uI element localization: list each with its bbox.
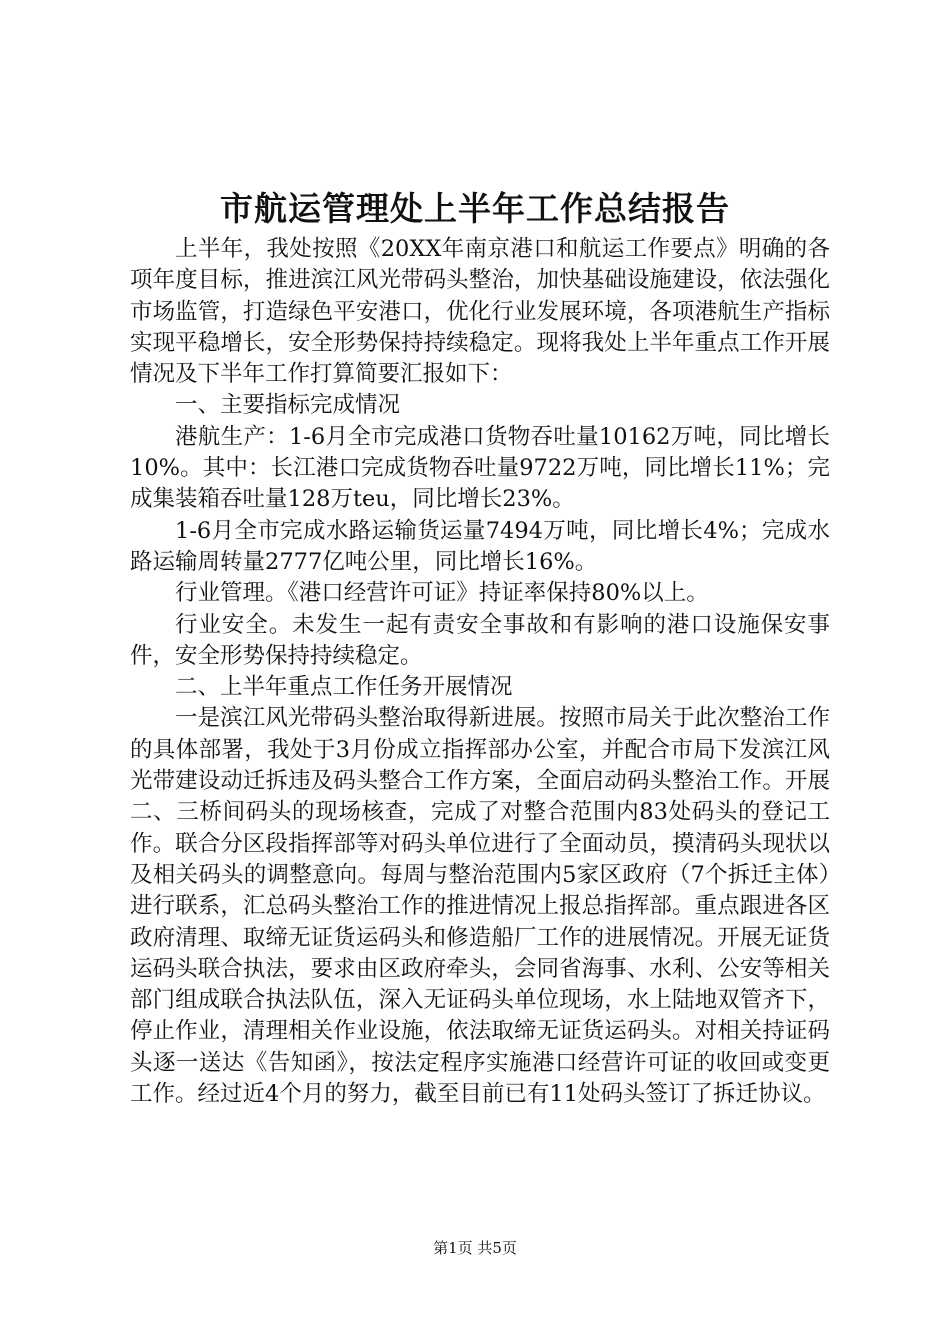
industry-management-paragraph: 行业管理。《港口经营许可证》持证率保持80%以上。 [175, 580, 709, 607]
intro-paragraph: 上半年，我处按照《20XX年南京港口和航运工作要点》明确的各项年度目标，推进滨江风光带码头整治，加快基础设施建设，依法强化市场监管，打造绿色平安港口，优化行业发展环境，各项港航生产指标实现平稳增长，安全形势保持持续稳定。现将我处上半年重点工作开展情况及下半年工作打算简要汇报如下： [130, 236, 830, 388]
wharf-rectification-paragraph: 一是滨江风光带码头整治取得新进展。按照市局关于此次整治工作的具体部署，我处于3月份成立指挥部办公室，并配合市局下发滨江风光带建设动迁拆违及码头整合工作方案，全面启动码头整治工作。开展二、三桥间码头的现场核查，完成了对整合范围内83处码头的登记工作。联合分区段指挥部等对码头单位进行了全面动员，摸清码头现状以及相关码头的调整意向。每周与整治范围内5家区政府（7个拆迁主体）进行联系，汇总码头整治工作的推进情况上报总指挥部。重点跟进各区政府清理、取缔无证货运码头和修造船厂工作的进展情况。开展无证货运码头联合执法，要求由区政府牵头，会同省海事、水利、公安等相关部门组成联合执法队伍，深入无证码头单位现场，水上陆地双管齐下，停止作业，清理相关作业设施，依法取缔无证货运码头。对相关持证码头逐一送达《告知函》，按法定程序实施港口经营许可证的收回或变更工作。经过近4个月的努力，截至目前已有11处码头签订了拆迁协议。 [130, 705, 830, 1108]
industry-safety-paragraph: 行业安全。未发生一起有责安全事故和有影响的港口设施保安事件，安全形势保持持续稳定。 [130, 611, 830, 669]
section-heading-1: 一、主要指标完成情况 [175, 392, 401, 419]
section-heading-2: 二、上半年重点工作任务开展情况 [175, 674, 513, 701]
water-transport-paragraph: 1-6月全市完成水路运输货运量7494万吨，同比增长4%；完成水路运输周转量2777亿吨公里，同比增长16%。 [130, 517, 830, 575]
document-title: 市航运管理处上半年工作总结报告 [220, 189, 730, 228]
port-production-paragraph: 港航生产：1-6月全市完成港口货物吞吐量10162万吨，同比增长10%。其中：长江港口完成货物吞吐量9722万吨，同比增长11%；完成集装箱吞吐量128万teu，同比增长23%。 [130, 423, 830, 513]
document-body [130, 234, 830, 1110]
page-footer: 第1页 共5页 [433, 1239, 517, 1257]
